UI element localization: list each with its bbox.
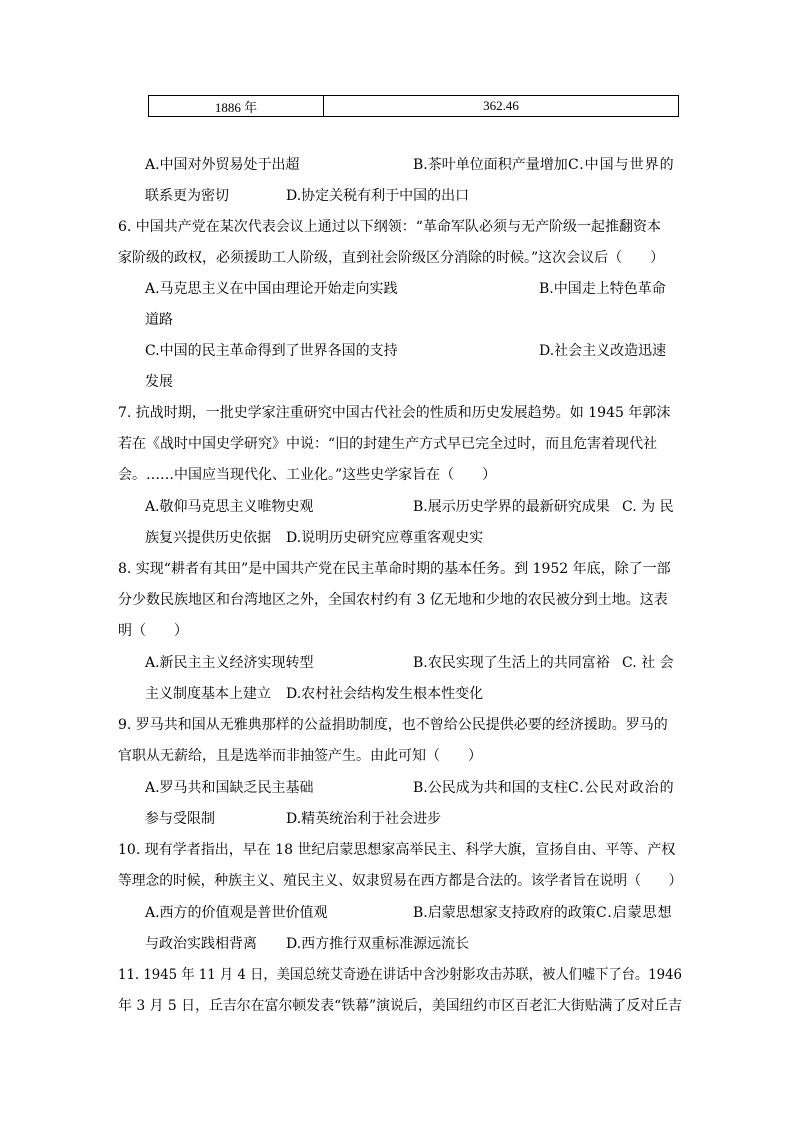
q7-stem-line1: 7. 抗战时期，一批史学家注重研究中国古代社会的性质和历史发展趋势。如 1945 年郭沫 xyxy=(118,405,671,421)
q8-option-c-part2: 主义制度基本上建立 xyxy=(145,686,271,702)
q8-option-d: D.农村社会结构发生根本性变化 xyxy=(286,686,484,702)
q6-option-a: A.马克思主义在中国由理论开始走向实践 xyxy=(145,281,398,297)
q11-stem-line2: 年 3 月 5 日，丘吉尔在富尔顿发表“铁幕”演说后，美国纽约市区百老汇大街贴满了反对丘吉 xyxy=(118,998,682,1014)
q10-option-c-part2: 与政治实践相背离 xyxy=(145,936,257,952)
q5-option-d: D.协定关税有利于中国的出口 xyxy=(286,188,470,204)
value-cell: 362.46 xyxy=(324,96,679,117)
q9-stem-line2: 官职从无薪给，且是选举而非抽签产生。由此可知（ ） xyxy=(118,748,482,764)
q6-stem-line1: 6. 中国共产党在某次代表会议上通过以下纲领：“革命军队必须与无产阶级一起推翻资本 xyxy=(118,219,661,235)
q8-stem-line2: 分少数民族地区和台湾地区之外，全国农村约有 3 亿无地和少地的农民被分到土地。这表 xyxy=(118,592,668,608)
q9-option-c-part2: 参与受限制 xyxy=(145,811,215,827)
q7-stem-line2: 若在《战时中国史学研究》中说：“旧的封建生产方式早已完全过时，而且危害着现代社 xyxy=(118,436,658,452)
q5-option-c-part2: 联系更为密切 xyxy=(145,188,229,204)
q7-option-c-part2: 族复兴提供历史依据 xyxy=(145,530,271,546)
q6-option-d-part1: D.社会主义改造迅速 xyxy=(539,343,667,359)
q9-option-b: B.公民成为共和国的支柱 xyxy=(413,780,568,796)
q6-option-d-part2: 发展 xyxy=(145,374,173,390)
q7-option-c-part1: C. 为 民 xyxy=(622,499,674,515)
q5-option-a: A.中国对外贸易处于出超 xyxy=(145,157,300,173)
q5-option-c-part1: C.中国与世界的 xyxy=(568,157,675,173)
q7-stem-line3: 会。……中国应当现代化、工业化。”这些史学家旨在（ ） xyxy=(118,467,497,483)
q8-option-a: A.新民主主义经济实现转型 xyxy=(145,655,314,671)
q9-option-c-part1: C.公民对政治的 xyxy=(568,780,675,796)
q6-option-b-part2: 道路 xyxy=(145,312,173,328)
q7-option-d: D.说明历史研究应尊重客观史实 xyxy=(286,530,484,546)
q7-option-a: A.敬仰马克思主义唯物史观 xyxy=(145,499,314,515)
table-row xyxy=(149,96,679,117)
q10-option-d: D.西方推行双重标准源远流长 xyxy=(286,936,470,952)
q8-option-b: B.农民实现了生活上的共同富裕 xyxy=(413,655,610,671)
trade-data-table xyxy=(148,95,679,117)
q7-option-b: B.展示历史学界的最新研究成果 xyxy=(413,499,610,515)
q10-stem-line1: 10. 现有学者指出，早在 18 世纪启蒙思想家高举民主、科学大旗，宣扬自由、平等、产权 xyxy=(118,842,676,858)
q10-option-b: B.启蒙思想家支持政府的政策 xyxy=(413,905,596,921)
q8-stem-line1: 8. 实现“耕者有其田”是中国共产党在民主革命时期的基本任务。到 1952 年底，除了一部 xyxy=(118,561,671,577)
q10-stem-line2: 等理念的时候，种族主义、殖民主义、奴隶贸易在西方都是合法的。该学者旨在说明（ ） xyxy=(118,873,683,889)
q6-option-b-part1: B.中国走上特色革命 xyxy=(539,281,666,297)
q9-option-a: A.罗马共和国缺乏民主基础 xyxy=(145,780,314,796)
q6-stem-line2: 家阶级的政权，必须援助工人阶级，直到社会阶级区分消除的时候。”这次会议后（ ） xyxy=(118,250,665,266)
q9-option-d: D.精英统治利于社会进步 xyxy=(286,811,442,827)
q5-option-b: B.茶叶单位面积产量增加 xyxy=(413,157,568,173)
q8-option-c-part1: C. 社 会 xyxy=(622,655,674,671)
year-cell: 1886 年 xyxy=(149,96,324,117)
q10-option-c-part1: C.启蒙思想 xyxy=(596,905,673,921)
q6-option-c: C.中国的民主革命得到了世界各国的支持 xyxy=(145,343,398,359)
q8-stem-line3: 明（ ） xyxy=(118,623,188,639)
q9-stem-line1: 9. 罗马共和国从无雅典那样的公益捐助制度，也不曾给公民提供必要的经济援助。罗马的 xyxy=(118,717,668,733)
q11-stem-line1: 11. 1945 年 11 月 4 日，美国总统艾奇逊在讲话中含沙射影攻击苏联，被人们嘘下了台。1946 xyxy=(118,967,683,983)
q10-option-a: A.西方的价值观是普世价值观 xyxy=(145,905,328,921)
